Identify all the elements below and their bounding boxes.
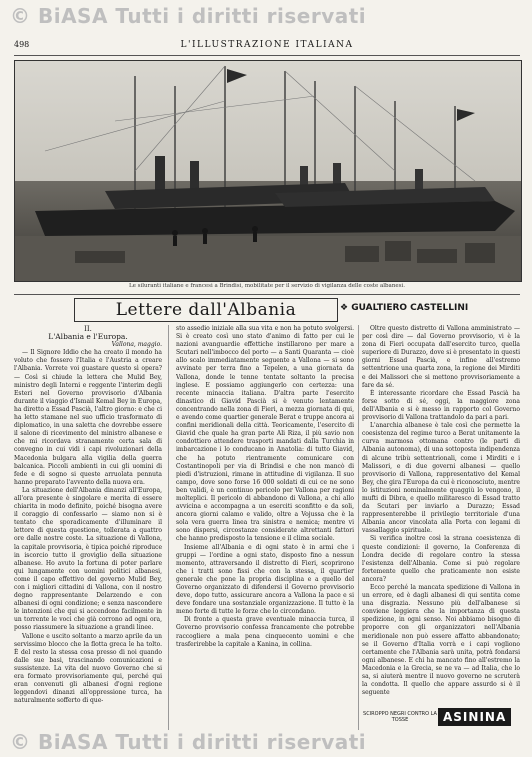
journal-title: L'ILLUSTRAZIONE ITALIANA <box>180 40 354 50</box>
paragraph: Insieme all'Albania e di ogni stato è in armi che i gruppi — l'ordine a ogni stato, disposto fino a nessun momento, attraversando il distretto di Fieri, scoprirono che i tratti sono fissi che con la stessa, il quartier generale che pone la propria disciplina e a quello del Governo organizzato di difendersi il Governo provvisorio deve, dopo tutto, assicurare ancora a Vallona la pace e si deve fondare una sostanziale organizzazione. Il tutto è la meno forte di tutte le forze che lo circondano. <box>176 543 354 616</box>
author-name: GUALTIERO CASTELLINI <box>351 303 469 313</box>
column-divider-2 <box>358 325 359 730</box>
section-title: L'Albania e l'Europa. <box>48 332 128 342</box>
paragraph: L'anarchia albanese è tale così che permette la coesistenza del regime turco a Berat unitamente la curva marmosa ottomana contro (le parti di Albania autonoma), di una sottoposta indipendenza di alcune tribù settentrionali, come i Mirditi e i Malissori, e di due governi albanesi — quello provvisorio di Vallona, rappresentativo del Kemal Bey, che gira l'Europa da cui è riconosciuto, mentre lo istituzioni nominalmente quaggiù lo vengono, il mufti di Dibra, e quello militaresco di Essad tratto da Scutari per inviarlo a Durazzo; Essad rappresenterebbe il privilegio territoriale d'una Albania ancor vincolata alla Porta con legami di vassallaggio spirituale. <box>362 422 520 535</box>
ad-label: SCIROPPO NEGRI CONTRO LA TOSSE <box>363 711 437 723</box>
paragraph: Ecco perché la mancata spedizione di Vallona in un errore, ed è dagli albanesi di qui sentita come una disgrazia. Nessuno più dell'albanese si conviene leggiera che la importanza di questa spedizione, in ogni senso. Noi abbiamo bisogno di proporre con gli organizzatori nell'Albania meridionale non può essere affatto abbandonato; se il Governo d'Italia vorrà e i capi vogliono certamente che l'Albania sarà unita, potrà fondarsi ogni albanese. E chi ha mancato fino all'estremo la Macedonia e la Grecia, se ne va — ad Italia, che lo sa, si aiuterà mentre il nuovo governo ne scruterà la condotta. Il quello che appare assurdo si è il seguente <box>362 584 520 697</box>
dateline: Vallona, maggio. <box>111 341 162 349</box>
watermark-top: © BiASA Tutti i diritti riservati <box>10 4 367 28</box>
section-number: II. <box>84 325 92 333</box>
paragraph: Oltre questo distretto di Vallona amministrato — per così dire — dal Governo provvisorio, vi è la zona di Fieri occupata dall'esercito turco, quella superiore di Durazzo, dove si è presentato in questi giorni Essad Pascià, e infine all'estremo settentrione una quarta zona, la regione dei Mirditi e dei Malissori che si mettono provvisoriamente a fare da sé. <box>362 325 520 389</box>
author-mark-icon: ❖ <box>340 303 352 313</box>
article-column-3 <box>362 325 520 705</box>
article-title-banner <box>74 298 338 322</box>
paragraph: La situazione dell'Albania dinanzi all'Europa, all'ora presente è singolare e merita di essere chiarita in modo definito, poiché bisogna avere il coraggio di confessarlo — siamo non si è tentato che sporadicamente d'illuminare il lettore di questa questione, tollerata a quattro ore dalle nostre coste. La situazione di Vallona, la capitale provvisoria, è tipica poiché riproduce in iscorcio tutto il groviglio della situazione albanese. Ho avuto la fortuna di poter parlare qui lungamente con uomini politici albanesi, come il capo effettivo del governo Mulid Bey, con i migliori cittadini di Vallona, con il nostro degno rappresentante Delarzendo e con albanesi di ogni condizione; e senza nascondere le intenzioni che qui si accendono facilmente in un torrente le voci che già corrono ad ogni ora, posso riassumere la situazione a grandi linee. <box>14 486 162 632</box>
column-divider-1 <box>168 325 169 730</box>
torpedo-boats-illustration <box>15 61 521 281</box>
advertisement <box>362 708 520 726</box>
page-number: 498 <box>14 40 30 49</box>
article-column-1 <box>14 325 162 730</box>
paragraph: sto assedio iniziale alla sua vita e non ha potuto svolgersi. Si è creato così uno stato d'animo di fatto per cui le nazioni avanguardie effettiche instillarono per mare a Scutari nell'imbocco del porto — a Santi Quaranta — cioè allo scalo immediatamente seguente a Vallona — si sono avvinate per terra fino a Tepelen, a una giornata da Vallona, donde le tenne tentate soltanto la precisa inglese. E possiamo aggiungerlo con certezza: una recente minaccia italiana. D'altra parte l'esercito dinastico di Giavid Pascià si è venuto lentamente concentrando nella zona di Fieri, a mezza giornata di qui, e avendo come quartier generale Berat e truppe ancora ai confini meridionali della città. Teoricamente, l'esercito di Giavid che quale ha gran parte Ali Riza, il più savio non condottiero attendere trasporti mandati dalla Turchia in imbarcazione i lo conducano in Anatolia: di tutto Giavid, che ha potuto rientramente comunicare con Costantinopoli per via di Brindisi e che non mancò di piedi d'istruzioni, rimane in attitudine di vigilanza. Il suo campo, dove sono forse 16 000 soldati di cui ce ne sono ben validi, è un continuo pericolo per Vallona per ragioni molteplici. Il pericolo di abbandono di Vallona, a chi allo avvicina e accompagna a un eserciti sconfitto e da soli, ancora giorni calamo e valido, oltre a Vojussa che è la sola vera guerra linea tra sinistra e nemica; mentre vi sono dispersi, circostanze considerate altrettanti fattori che hanno predisposto la tensione e il clima sociale. <box>176 325 354 543</box>
section-rule <box>14 294 520 295</box>
watermark-bottom: © BiASA Tutti i diritti riservati <box>10 730 367 754</box>
paragraph: Si verifica inoltre così la strana coesistenza di queste condizioni: il governo, la Conferenza di Londra decide di regolare contro la stessa l'esistenza dell'Albania. Come si può regolare fortemente quello che praticamente non esiste ancora? <box>362 535 520 583</box>
paragraph: È interessante ricordare che Essad Pascià ha forse sotto di sé, oggi, la maggiore zona dell'Albania e si è messo in rapporto col Governo provvisorio di Vallona trattandolo da pari a pari. <box>362 389 520 422</box>
harbor-photo <box>14 60 522 282</box>
page-header <box>14 40 520 54</box>
paragraph: Vallone e uscito soltanto a marzo aprile da un servissimo blocco che la flotta greca le ha tolto. È del resto la stessa cosa presso di noi quando dalle sue basi, trascinando comunicazioni e sussistenze. La vita del nuovo Governo che si era formato provvisoriamente qui, perché qui eran convenuti gli albanesi d'ogni regione leggendovi dinanzi all'oppressione turca, ha naturalmente sofferto di que- <box>14 632 162 705</box>
header-rule <box>14 55 520 56</box>
article-column-2 <box>176 325 354 730</box>
paragraph: — Il Signore Iddio che ha creato il mondo ha voluto che fossero l'Italia e l'Austria a creare l'Albania. Vorrete voi guastare questo sì opera? — Così si chiude la lettera che Mulid Bey, ministro degli Interni e reggente l'interim degli Esteri nel Governo provvisorio d'Albania durante il viaggio d'Ismail Kemal Bey in Europa, ha diretto a Essad Pascià, l'altro giorno: e che ci ha letto stamane nel suo ufficio trasformato di diplomatico, in una saletta che dovrebbe essere il salone di ricevimento del ministro albanese e che mi ricordava stranamente certa sala di convegno in cui vidi i capi rivoluzionari della Macedonia bulgara alla vigilia della guerra balcanica. Piccoli ambienti in cui gli uomini di fede e di sogno si queste arruolata pennuta hanno preparato l'avvento della nuova era. <box>14 349 162 486</box>
article-title: Lettere dall'Albania <box>115 300 297 320</box>
paragraph: Di fronte a questa grave eventuale minaccia turca, il Governo provvisorio confessa francamente che potrebbe raccogliere a mala pena cinquecento uomini e che trasferirebbe la capitale a Kanina, in collina. <box>176 616 354 648</box>
photo-caption: Le siluranti italiane e francesi a Brindisi, mobilitate per il servizio di vigilanza delle coste albanesi. <box>129 283 405 289</box>
ad-brand: ASININA <box>438 708 511 726</box>
article-author <box>340 303 468 313</box>
